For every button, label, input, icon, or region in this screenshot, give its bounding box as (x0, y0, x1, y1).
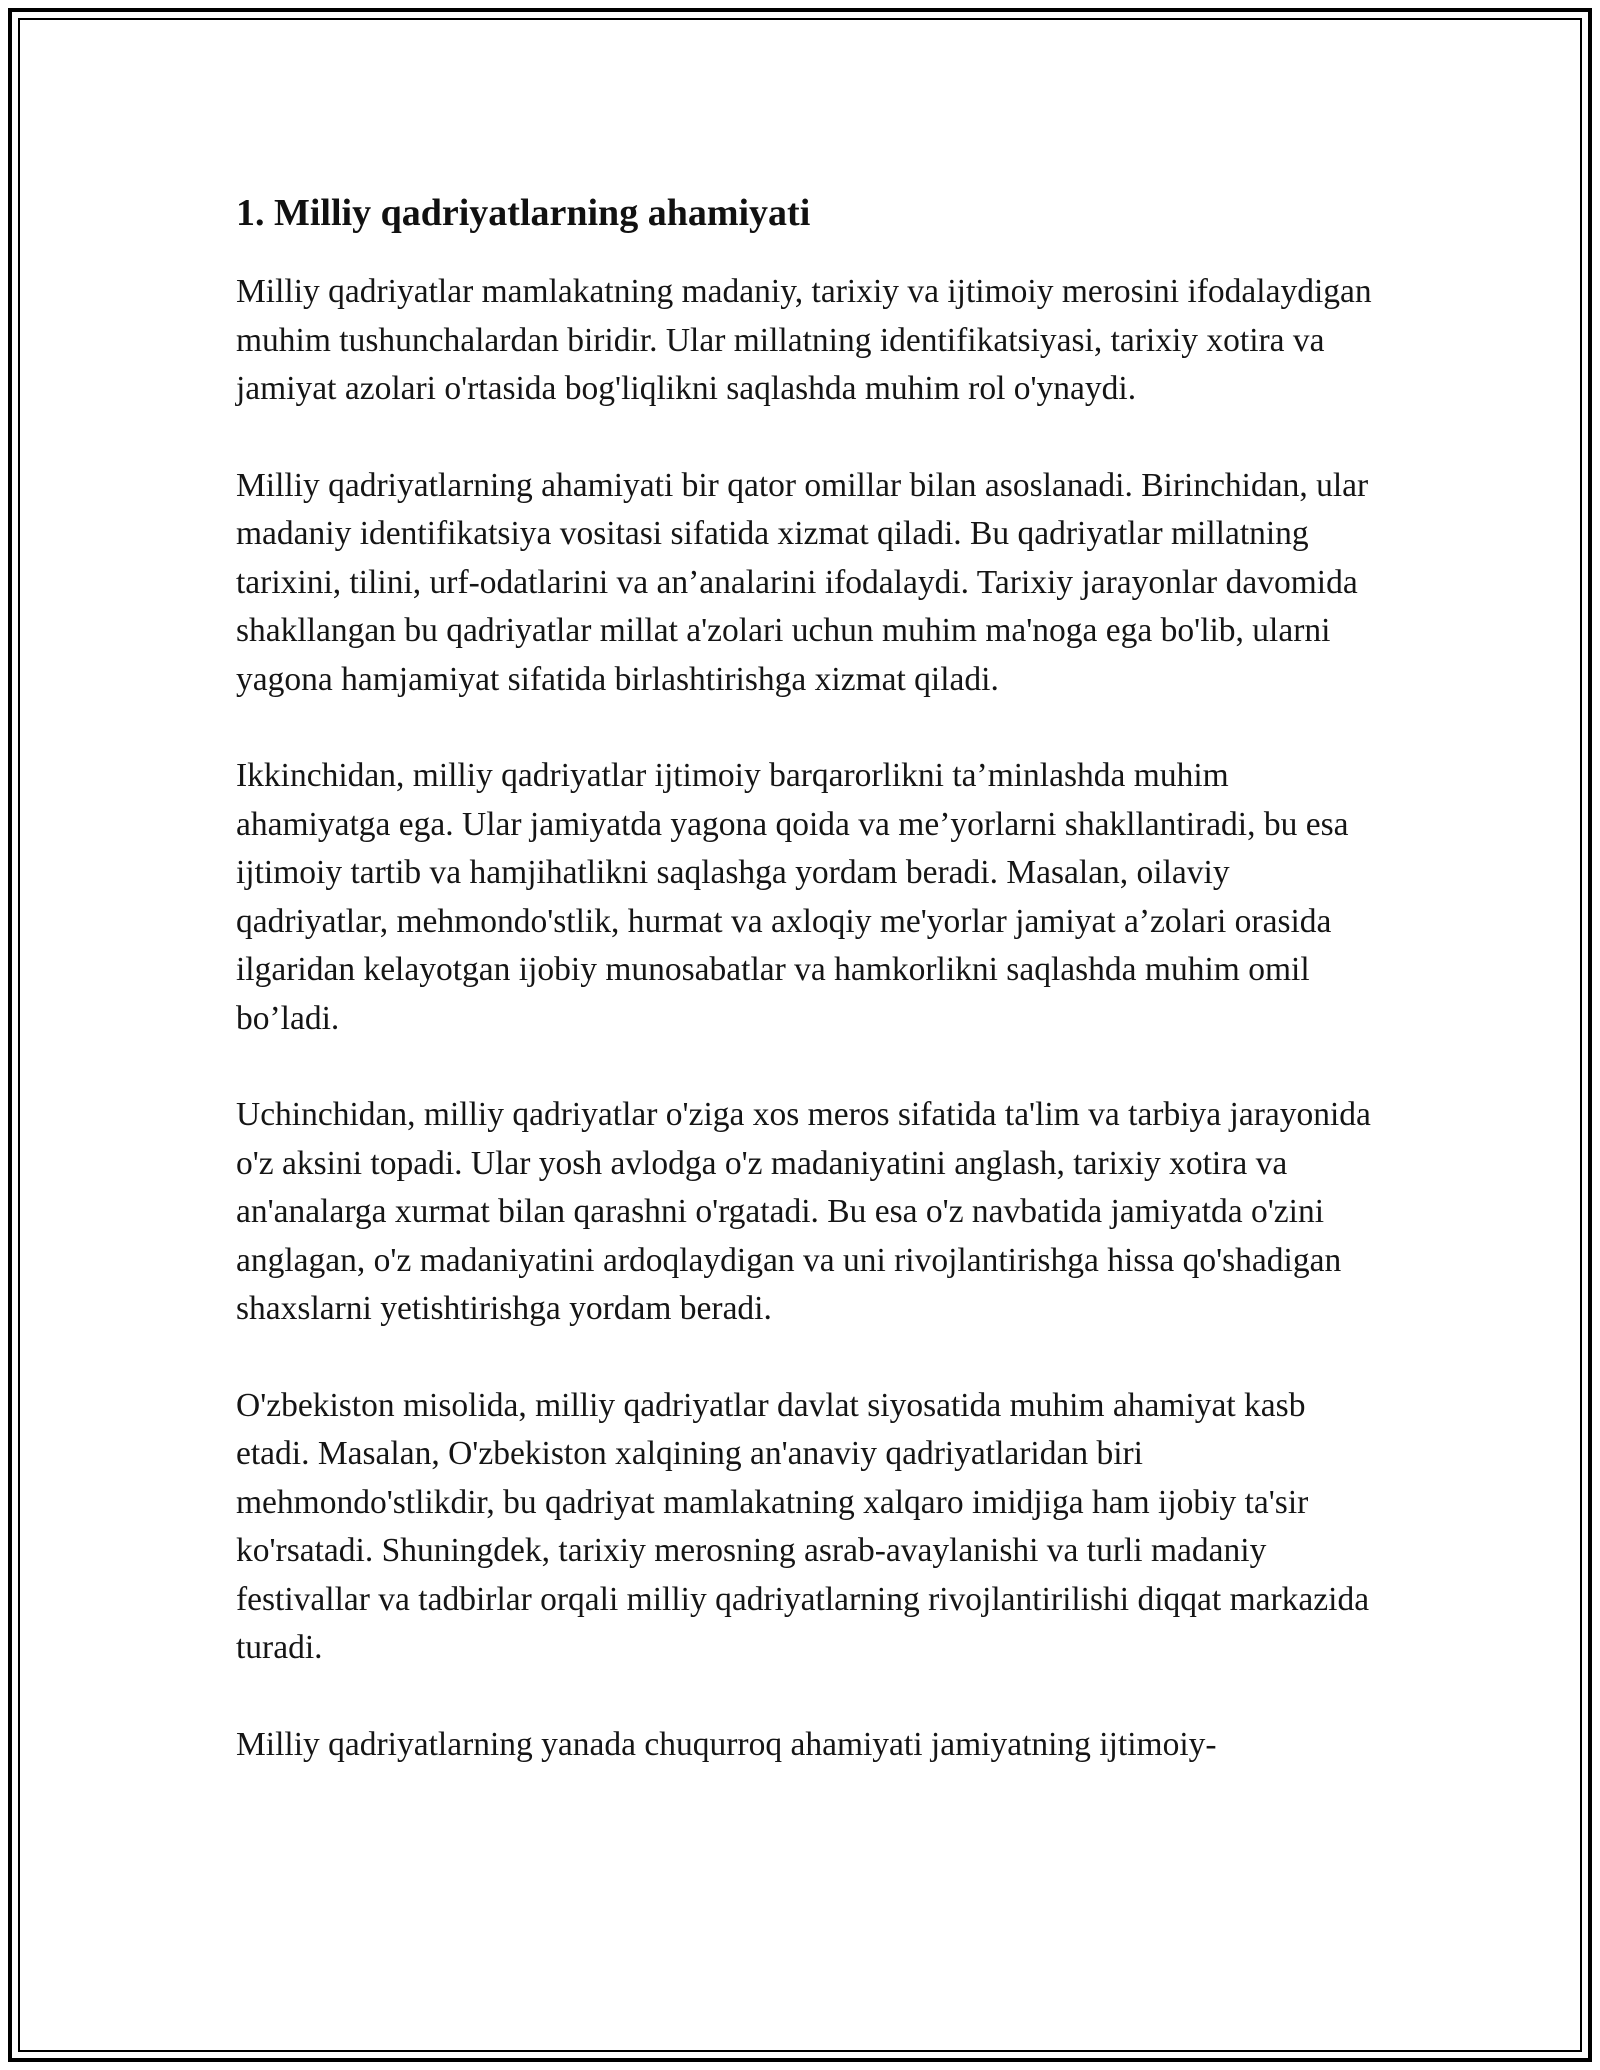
paragraph-2: Milliy qadriyatlarning ahamiyati bir qator omillar bilan asoslanadi. Birinchidan, ular madaniy identifikatsiya vositasi sifatida xizmat qiladi. Bu qadriyatlar millatning tarixini, tilini, urf-odatlarini va an’analarini ifodalaydi. Tarixiy jarayonlar davomida shakllangan bu qadriyatlar millat a'zolari uchun muhim ma'noga ega bo'lib, ularni yagona hamjamiyat sifatida birlashtirishga xizmat qiladi. (236, 466, 1369, 698)
paragraph-5: O'zbekiston misolida, milliy qadriyatlar davlat siyosatida muhim ahamiyat kasb etadi. Masalan, O'zbekiston xalqining an'anaviy qadriyatlaridan biri mehmondo'stlikdir, bu qadriyat mamlakatning xalqaro imidjiga ham ijobiy ta'sir ko'rsatadi. Shuningdek, tarixiy merosning asrab-avaylanishi va turli madaniy festivallar va tadbirlar orqali milliy qadriyatlarning rivojlantirilishi diqqat markazida turadi. (236, 1386, 1370, 1666)
paragraph-6: Milliy qadriyatlarning yanada chuqurroq ahamiyati jamiyatning ijtimoiy- (236, 1725, 1217, 1763)
paragraph-1: Milliy qadriyatlar mamlakatning madaniy, tarixiy va ijtimoiy merosini ifodalaydigan muhim tushunchalardan biridir. Ular millatning identifikatsiyasi, tarixiy xotira va jamiyat azolari o'rtasida bog'liqlikni saqlashda muhim rol o'ynaydi. (236, 273, 1372, 407)
document-body (236, 190, 1386, 1817)
paragraph-4: Uchinchidan, milliy qadriyatlar o'ziga xos meros sifatida ta'lim va tarbiya jarayonida o'z aksini topadi. Ular yosh avlodga o'z madaniyatini anglash, tarixiy xotira va an'analarga xurmat bilan qarashni o'rgatadi. Bu esa o'z navbatida jamiyatda o'zini anglagan, o'z madaniyatini ardoqlaydigan va uni rivojlantirishga hissa qo'shadigan shaxslarni yetishtirishga yordam beradi. (236, 1096, 1371, 1327)
section-heading: 1. Milliy qadriyatlarning ahamiyati (236, 192, 811, 234)
paragraph-3: Ikkinchidan, milliy qadriyatlar ijtimoiy barqarorlikni ta’minlashda muhim ahamiyatga ega. Ular jamiyatda yagona qoida va me’yorlarni shakllantiradi, bu esa ijtimoiy tartib va hamjihatlikni saqlashga yordam beradi. Masalan, oilaviy qadriyatlar, mehmondo'stlik, hurmat va axloqiy me'yorlar jamiyat a’zolari orasida ilgaridan kelayotgan ijobiy munosabatlar va hamkorlikni saqlashda muhim omil bo’ladi. (236, 757, 1349, 1037)
